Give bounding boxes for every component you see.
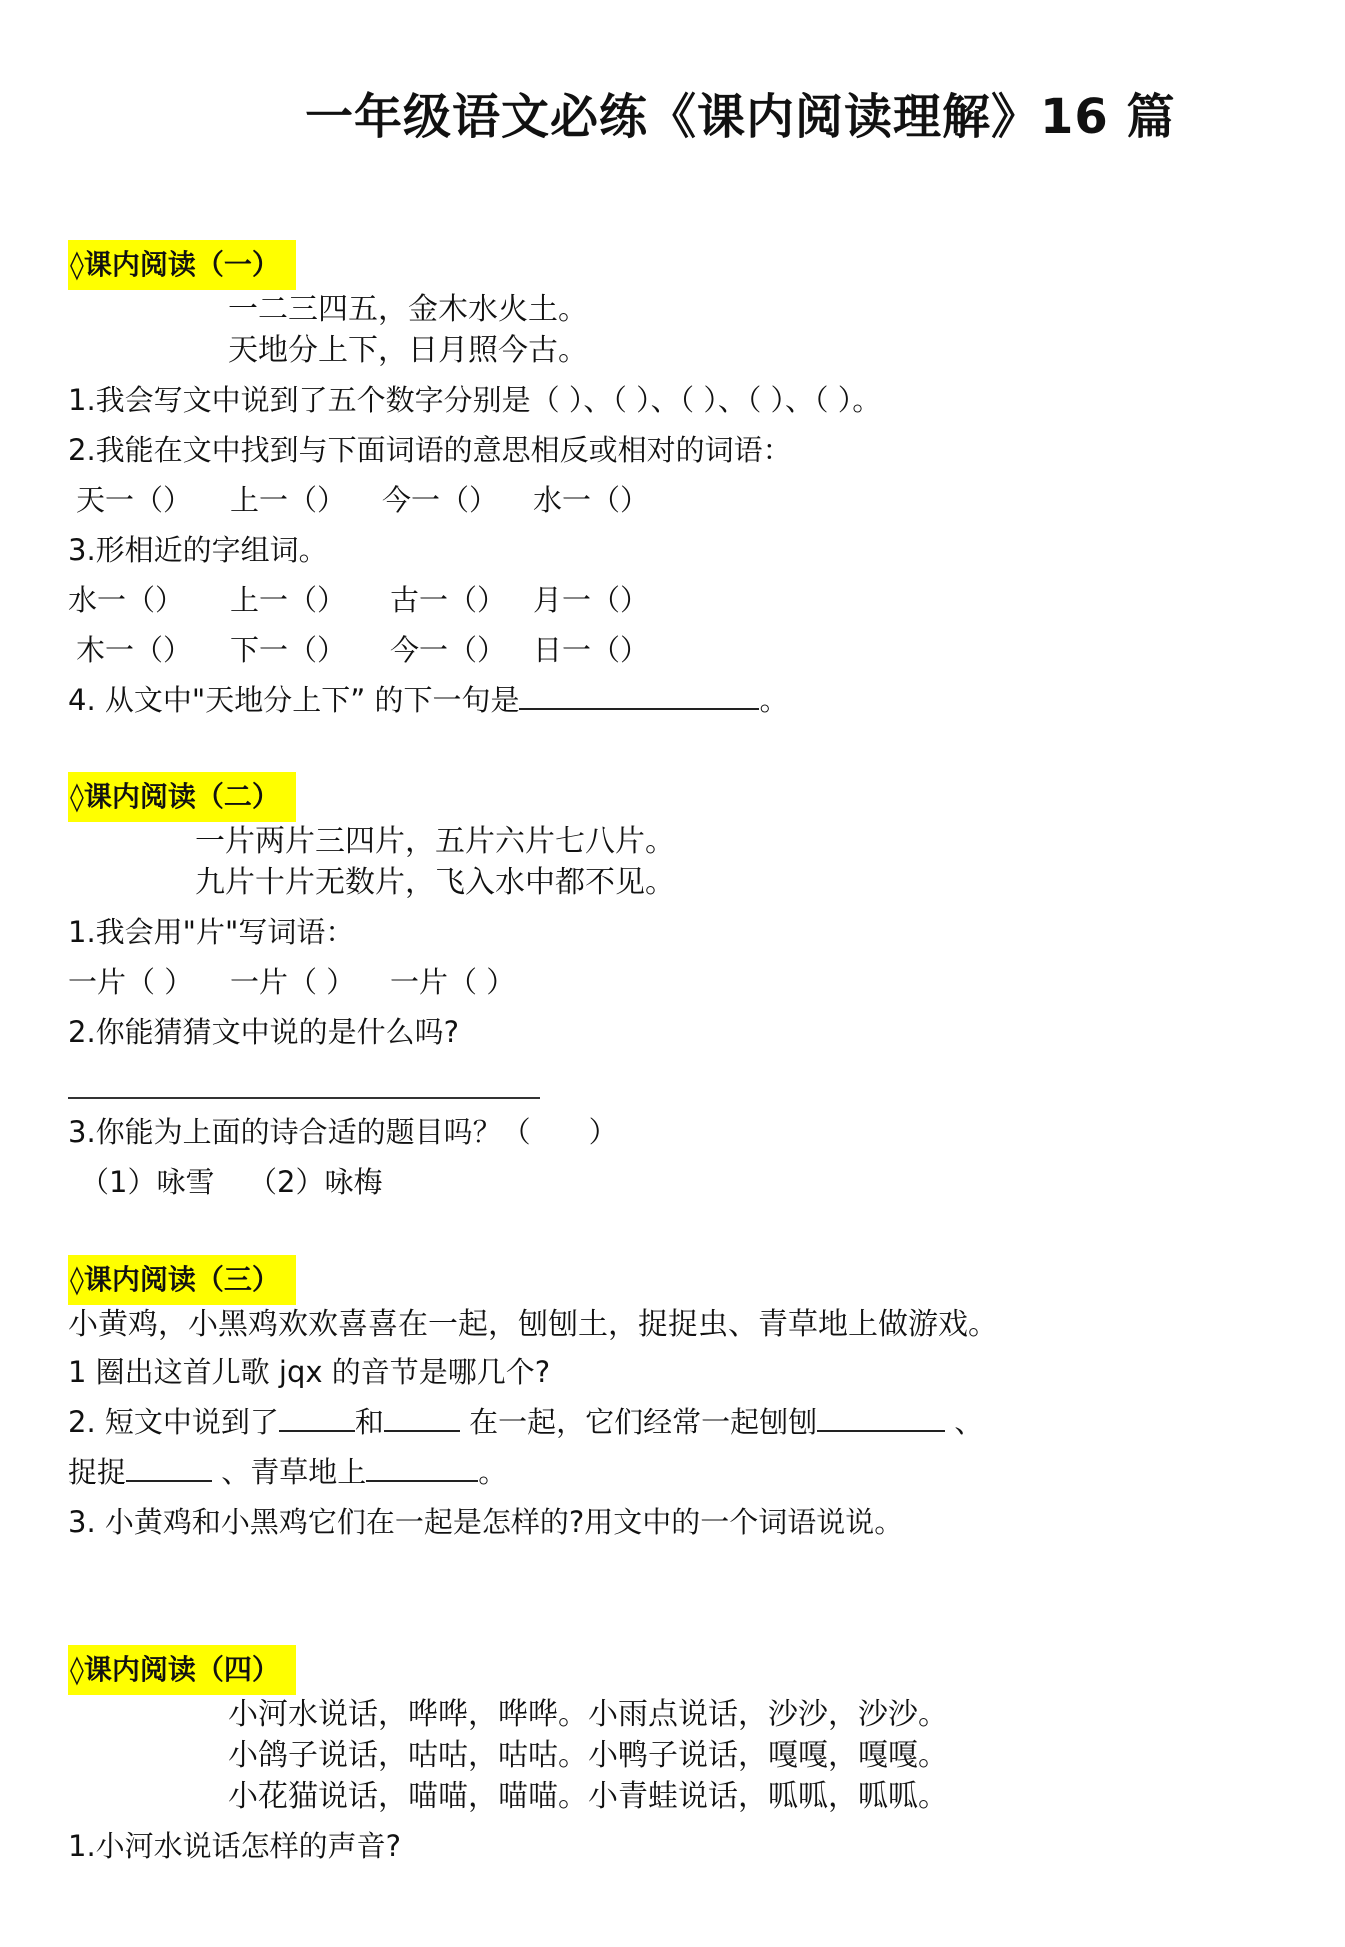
section-heading-2: ◊课内阅读（二） bbox=[68, 772, 296, 822]
answer-item: 一片（ ） bbox=[230, 965, 356, 999]
answer-item: 木一（） bbox=[76, 633, 193, 667]
answer-blank bbox=[279, 1402, 355, 1432]
answer-blank bbox=[366, 1452, 478, 1482]
question-text: 捉捉 bbox=[68, 1455, 127, 1489]
question-3-1: 1 圈出这首儿歌 jqx 的音节是哪几个? bbox=[68, 1355, 551, 1389]
answer-item: 古一（） bbox=[390, 583, 507, 617]
punctuation: 。 bbox=[759, 683, 789, 717]
question-1-2: 2.我能在文中找到与下面词语的意思相反或相对的词语： bbox=[68, 433, 792, 467]
answer-line bbox=[68, 1097, 540, 1099]
answer-item: 今一（） bbox=[382, 483, 499, 517]
question-1-4 bbox=[68, 680, 789, 720]
question-text: 和 bbox=[354, 1405, 384, 1439]
section-heading-4: ◊课内阅读（四） bbox=[68, 1645, 296, 1695]
question-2-1: 1.我会用"片"写词语： bbox=[68, 915, 355, 949]
question-4-1: 1.小河水说话怎样的声音? bbox=[68, 1829, 402, 1863]
page-title: 一年级语文必练《课内阅读理解》16 篇 bbox=[305, 89, 1176, 145]
section-heading-1: ◊课内阅读（一） bbox=[68, 240, 296, 290]
question-1-3: 3.形相近的字组词。 bbox=[68, 533, 328, 567]
option-item: （2）咏梅 bbox=[248, 1165, 383, 1199]
answer-item: 一片（ ） bbox=[68, 965, 194, 999]
poem-line: 九片十片无数片，飞入水中都不见。 bbox=[195, 865, 675, 900]
answer-blank bbox=[384, 1402, 460, 1432]
answer-item: 上一（） bbox=[230, 483, 347, 517]
poem-line: 一片两片三四片，五片六片七八片。 bbox=[195, 824, 675, 859]
question-text: 、青草地上 bbox=[212, 1455, 367, 1489]
question-2-2: 2.你能猜猜文中说的是什么吗? bbox=[68, 1015, 460, 1049]
question-3-2 bbox=[68, 1402, 983, 1442]
question-3-3: 3. 小黄鸡和小黑鸡它们在一起是怎样的?用文中的一个词语说说。 bbox=[68, 1505, 904, 1539]
answer-blank bbox=[126, 1452, 212, 1482]
poem-line: 一二三四五，金木水火土。 bbox=[228, 292, 588, 327]
option-item: （1）咏雪 bbox=[80, 1165, 215, 1199]
poem-line: 小鸽子说话，咕咕，咕咕。小鸭子说话，嘎嘎，嘎嘎。 bbox=[228, 1738, 948, 1773]
poem-line: 小花猫说话，喵喵，喵喵。小青蛙说话，呱呱，呱呱。 bbox=[228, 1779, 948, 1814]
section-heading-3: ◊课内阅读（三） bbox=[68, 1255, 296, 1305]
poem-line: 小河水说话，哗哗，哗哗。小雨点说话，沙沙，沙沙。 bbox=[228, 1697, 948, 1732]
answer-blank bbox=[519, 680, 759, 710]
answer-blank bbox=[817, 1402, 945, 1432]
passage-text: 小黄鸡，小黑鸡欢欢喜喜在一起，刨刨土，捉捉虫、青草地上做游戏。 bbox=[68, 1307, 998, 1342]
punctuation: 。 bbox=[478, 1455, 508, 1489]
answer-item: 一片（ ） bbox=[390, 965, 516, 999]
answer-item: 水一（） bbox=[68, 583, 185, 617]
question-text: 在一起，它们经常一起刨刨 bbox=[459, 1405, 818, 1439]
answer-item: 天一（） bbox=[76, 483, 193, 517]
question-text: 2. 短文中说到了 bbox=[68, 1405, 279, 1439]
poem-line: 天地分上下，日月照今古。 bbox=[228, 333, 588, 368]
answer-item: 水一（） bbox=[533, 483, 650, 517]
question-text: 4. 从文中"天地分上下” 的下一句是 bbox=[68, 683, 520, 717]
question-3-2-cont bbox=[68, 1452, 507, 1492]
question-2-3: 3.你能为上面的诗合适的题目吗？（ ） bbox=[68, 1115, 618, 1149]
answer-item: 日一（） bbox=[533, 633, 650, 667]
question-1-1: 1.我会写文中说到了五个数字分别是（ ）、（ ）、（ ）、（ ）、（ ）。 bbox=[68, 383, 882, 417]
answer-item: 今一（） bbox=[390, 633, 507, 667]
question-text: 、 bbox=[945, 1405, 984, 1439]
answer-item: 月一（） bbox=[533, 583, 650, 617]
answer-item: 上一（） bbox=[230, 583, 347, 617]
answer-item: 下一（） bbox=[230, 633, 347, 667]
